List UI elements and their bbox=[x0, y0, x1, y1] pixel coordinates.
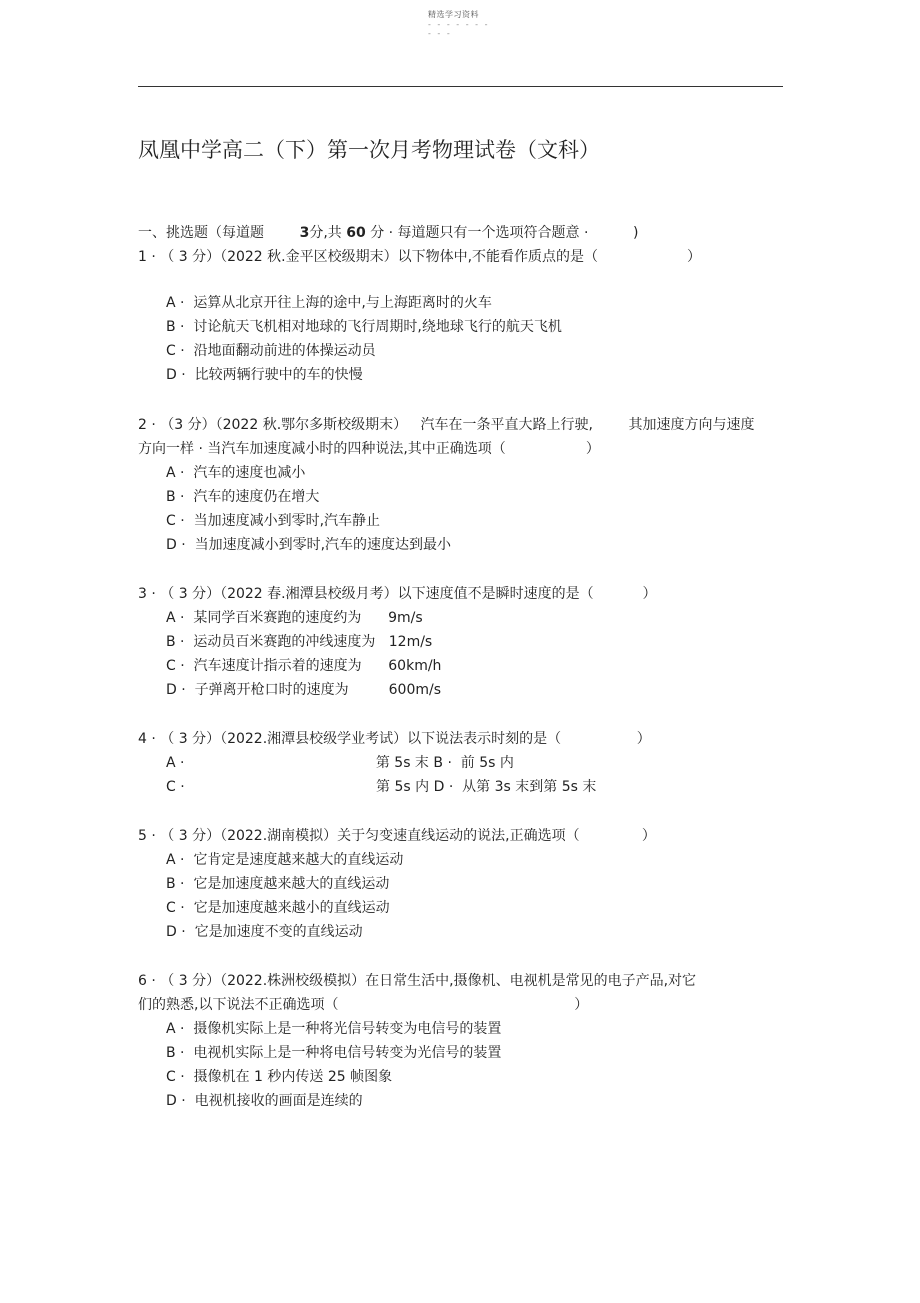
question-3 bbox=[138, 582, 778, 702]
question-1 bbox=[138, 245, 778, 387]
header-dashes: - - - - - - - bbox=[428, 20, 490, 29]
question-stem: 5 · （ 3 分）（2022.湖南模拟）关于匀变速直线运动的说法,正确选项（ ） bbox=[138, 828, 656, 844]
option-c: C · 沿地面翻动前进的体操运动员 bbox=[166, 343, 376, 359]
question-6 bbox=[138, 969, 778, 1113]
question-stem: 4 · （ 3 分）（2022.湘潭县校级学业考试）以下说法表示时刻的是（ ） bbox=[138, 731, 651, 747]
option-c: C · 当加速度减小到零时,汽车静止 bbox=[166, 513, 381, 529]
option-c: C · 汽车速度计指示着的速度为 60km/h bbox=[166, 658, 442, 674]
option-a: A · 摄像机实际上是一种将光信号转变为电信号的装置 bbox=[166, 1021, 502, 1037]
option-b: B · 运动员百米赛跑的冲线速度为 12m/s bbox=[166, 634, 433, 650]
option-a: A · 汽车的速度也减小 bbox=[166, 465, 306, 481]
option-a: A · 运算从北京开往上海的途中,与上海距离时的火车 bbox=[166, 295, 492, 311]
option-b: B · 电视机实际上是一种将电信号转变为光信号的装置 bbox=[166, 1045, 502, 1061]
option-d: D · 子弹离开枪口时的速度为 600m/s bbox=[166, 682, 442, 698]
option-d: D · 电视机接收的画面是连续的 bbox=[166, 1093, 363, 1109]
question-stem: 3 · （ 3 分）（2022 春.湘潭县校级月考）以下速度值不是瞬时速度的是（ ） bbox=[138, 586, 657, 602]
option-b: B · 它是加速度越来越大的直线运动 bbox=[166, 876, 390, 892]
section-heading: 一、挑选题（每道题 3分,共 60 分 · 每道题只有一个选项符合题意 · ) bbox=[138, 225, 639, 241]
header-dashes: - - - bbox=[428, 29, 452, 38]
option-row-cd: C · 第 5s 内 D · 从第 3s 末到第 5s 末 bbox=[166, 779, 597, 795]
watermark-header: 精选学习资料 bbox=[428, 10, 479, 19]
question-2 bbox=[138, 413, 778, 557]
question-5 bbox=[138, 824, 778, 944]
option-b: B · 汽车的速度仍在增大 bbox=[166, 489, 320, 505]
option-b: B · 讨论航天飞机相对地球的飞行周期时,绕地球飞行的航天飞机 bbox=[166, 319, 562, 335]
question-stem-continued: 们的熟悉,以下说法不正确选项（ ） bbox=[138, 997, 589, 1013]
page-title: 凤凰中学高二（下）第一次月考物理试卷（文科） bbox=[138, 138, 600, 162]
question-stem: 6 · （ 3 分）（2022.株洲校级模拟）在日常生活中,摄像机、电视机是常见的电子产品,对它 bbox=[138, 973, 697, 989]
option-a: A · 某同学百米赛跑的速度约为 9m/s bbox=[166, 610, 423, 626]
question-4 bbox=[138, 727, 778, 799]
option-c: C · 摄像机在 1 秒内传送 25 帧图象 bbox=[166, 1069, 393, 1085]
question-stem: 1 · （ 3 分）（2022 秋.金平区校级期末）以下物体中,不能看作质点的是（ ） bbox=[138, 249, 702, 265]
question-stem: 2 · （3 分）（2022 秋.鄂尔多斯校级期末） 汽车在一条平直大路上行驶, 其加速度方向与速度 bbox=[138, 417, 755, 433]
option-a: A · 它肯定是速度越来越大的直线运动 bbox=[166, 852, 404, 868]
header-rule bbox=[138, 86, 783, 87]
option-c: C · 它是加速度越来越小的直线运动 bbox=[166, 900, 390, 916]
option-d: D · 它是加速度不变的直线运动 bbox=[166, 924, 363, 940]
option-d: D · 当加速度减小到零时,汽车的速度达到最小 bbox=[166, 537, 452, 553]
question-stem-continued: 方向一样 · 当汽车加速度减小时的四种说法,其中正确选项（ ） bbox=[138, 441, 600, 457]
option-row-ab: A · 第 5s 末 B · 前 5s 内 bbox=[166, 755, 514, 771]
option-d: D · 比较两辆行驶中的车的快慢 bbox=[166, 367, 363, 383]
